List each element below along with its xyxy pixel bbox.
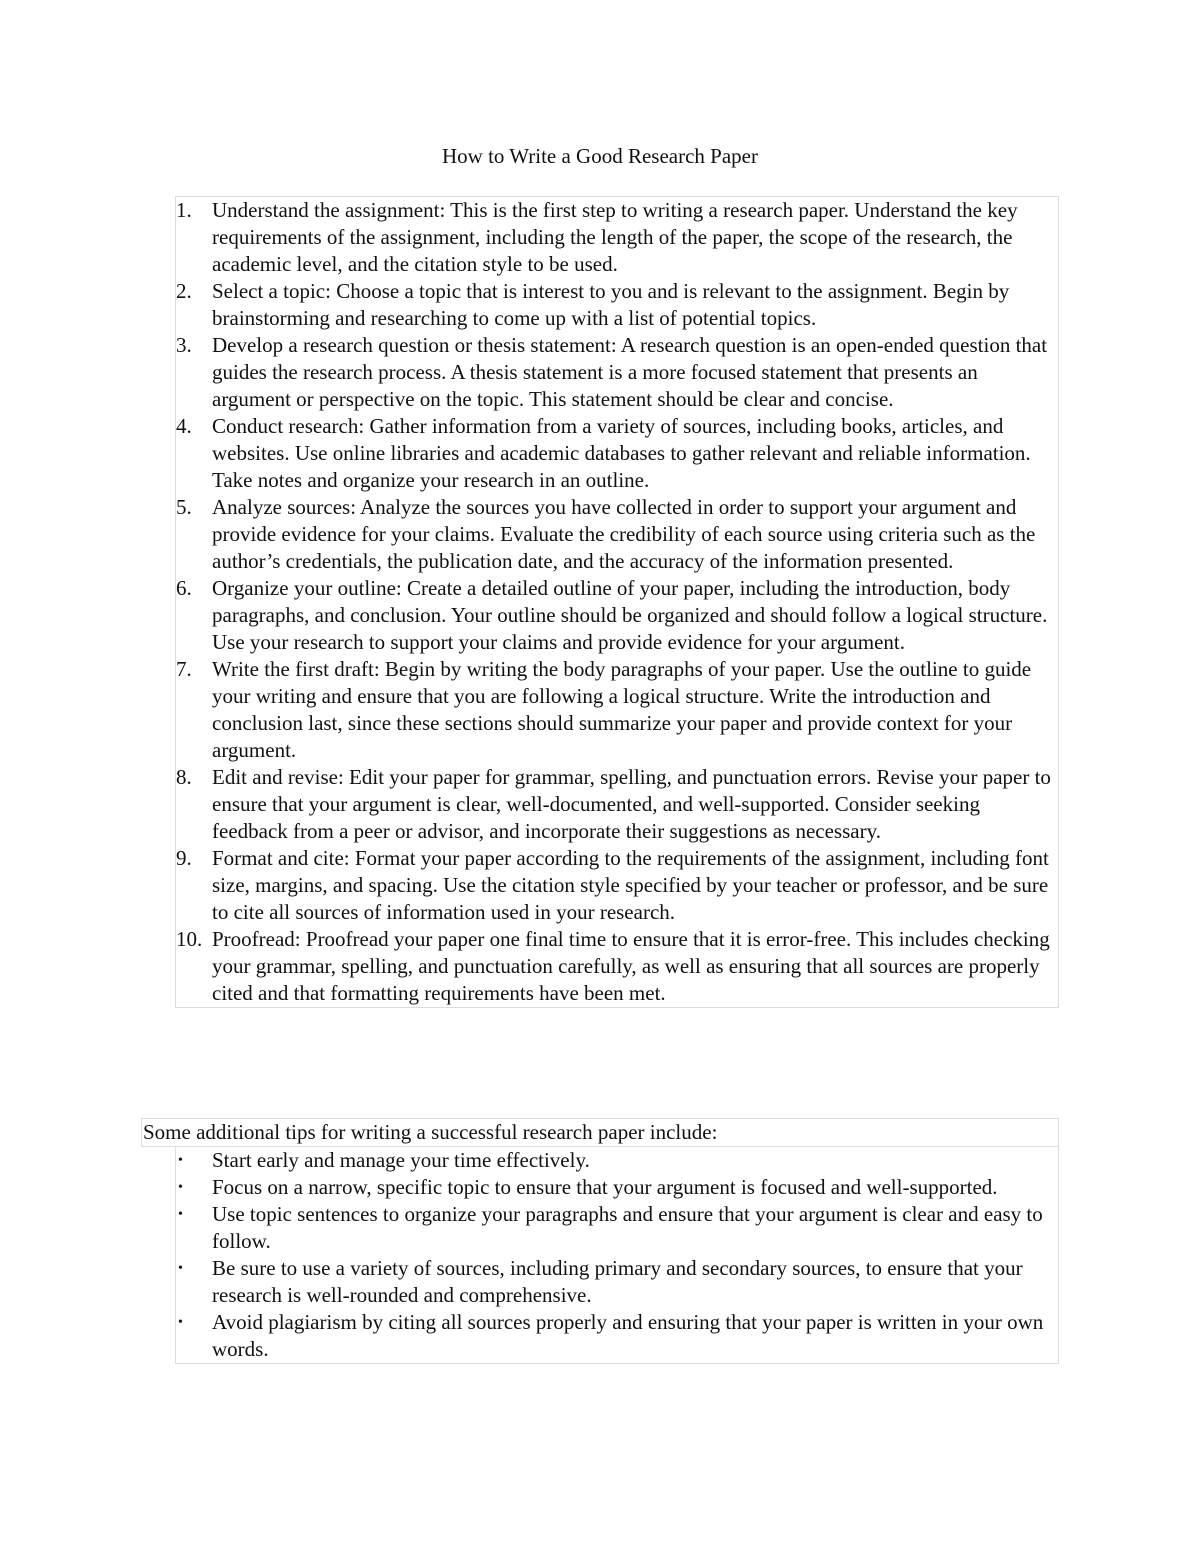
step-number: 2. [176,279,192,303]
list-item [176,494,1058,575]
step-text: Proofread: Proofread your paper one final time to ensure that it is error-free. This includes checking your grammar, spelling, and punctuation carefully, as well as ensuring that all sources are properly cited and that formatting requirements have been met. [212,927,1050,1005]
list-item [176,764,1058,845]
list-item [176,278,1058,332]
step-text: Conduct research: Gather information from a variety of sources, including books, articles, and websites. Use online libraries and academic databases to gather relevant and reliable information. Take notes and organize your research in an outline. [212,414,1031,492]
step-number: 9. [176,846,192,870]
list-item [176,1309,1058,1363]
list-item [176,1147,1058,1174]
bullet-icon: • [178,1153,183,1168]
step-text: Understand the assignment: This is the first step to writing a research paper. Understand the key requirements of the assignment, including the length of the paper, the scope of the research, the academic level, and the citation style to be used. [212,198,1018,276]
bullet-icon: • [178,1315,183,1330]
tips-intro: Some additional tips for writing a successful research paper include: [141,1118,1059,1147]
tips-list [175,1146,1059,1364]
step-text: Select a topic: Choose a topic that is interest to you and is relevant to the assignment. Begin by brainstorming and researching to come up with a list of potential topics. [212,279,1010,330]
document-title: How to Write a Good Research Paper [441,144,758,168]
tip-text: Be sure to use a variety of sources, including primary and secondary sources, to ensure that your research is well-rounded and comprehensive. [212,1256,1023,1307]
list-item [176,1201,1058,1255]
tip-text: Focus on a narrow, specific topic to ensure that your argument is focused and well-supported. [212,1175,998,1199]
tip-text: Avoid plagiarism by citing all sources properly and ensuring that your paper is written in your own words. [212,1310,1044,1361]
bullet-icon: • [178,1261,183,1276]
list-item [176,575,1058,656]
step-number: 10. [176,927,203,951]
step-text: Analyze sources: Analyze the sources you have collected in order to support your argument and provide evidence for your claims. Evaluate the credibility of each source using criteria such as the author’s credentials, the publication date, and the accuracy of the information presented. [212,495,1036,573]
step-number: 7. [176,657,192,681]
list-item [176,197,1058,278]
list-item [176,845,1058,926]
step-number: 1. [176,198,192,222]
list-item [176,1174,1058,1201]
step-number: 6. [176,576,192,600]
step-text: Format and cite: Format your paper according to the requirements of the assignment, including font size, margins, and spacing. Use the citation style specified by your teacher or professor, and be sure to cite all sources of information used in your research. [212,846,1049,924]
step-number: 8. [176,765,192,789]
step-text: Edit and revise: Edit your paper for grammar, spelling, and punctuation errors. Revise your paper to ensure that your argument is clear, well-documented, and well-supported. Consider seeking feedback from a peer or advisor, and incorporate their suggestions as necessary. [212,765,1051,843]
step-number: 5. [176,495,192,519]
list-item [176,926,1058,1007]
bullet-icon: • [178,1180,183,1195]
step-text: Organize your outline: Create a detailed outline of your paper, including the introduction, body paragraphs, and conclusion. Your outline should be organized and should follow a logical structure. Use your research to support your claims and provide evidence for your argument. [212,576,1048,654]
step-text: Write the first draft: Begin by writing the body paragraphs of your paper. Use the outline to guide your writing and ensure that you are following a logical structure. Write the introduction and conclusion last, since these sections should summarize your paper and provide context for your argument. [212,657,1032,762]
tip-text: Start early and manage your time effectively. [212,1148,590,1172]
tip-text: Use topic sentences to organize your paragraphs and ensure that your argument is clear and easy to follow. [212,1202,1043,1253]
step-text: Develop a research question or thesis statement: A research question is an open-ended question that guides the research process. A thesis statement is a more focused statement that presents an argument or perspective on the topic. This statement should be clear and concise. [212,333,1048,411]
steps-list [175,196,1059,1008]
step-number: 3. [176,333,192,357]
bullet-icon: • [178,1207,183,1222]
list-item [176,1255,1058,1309]
step-number: 4. [176,414,192,438]
list-item [176,332,1058,413]
list-item [176,413,1058,494]
list-item [176,656,1058,764]
